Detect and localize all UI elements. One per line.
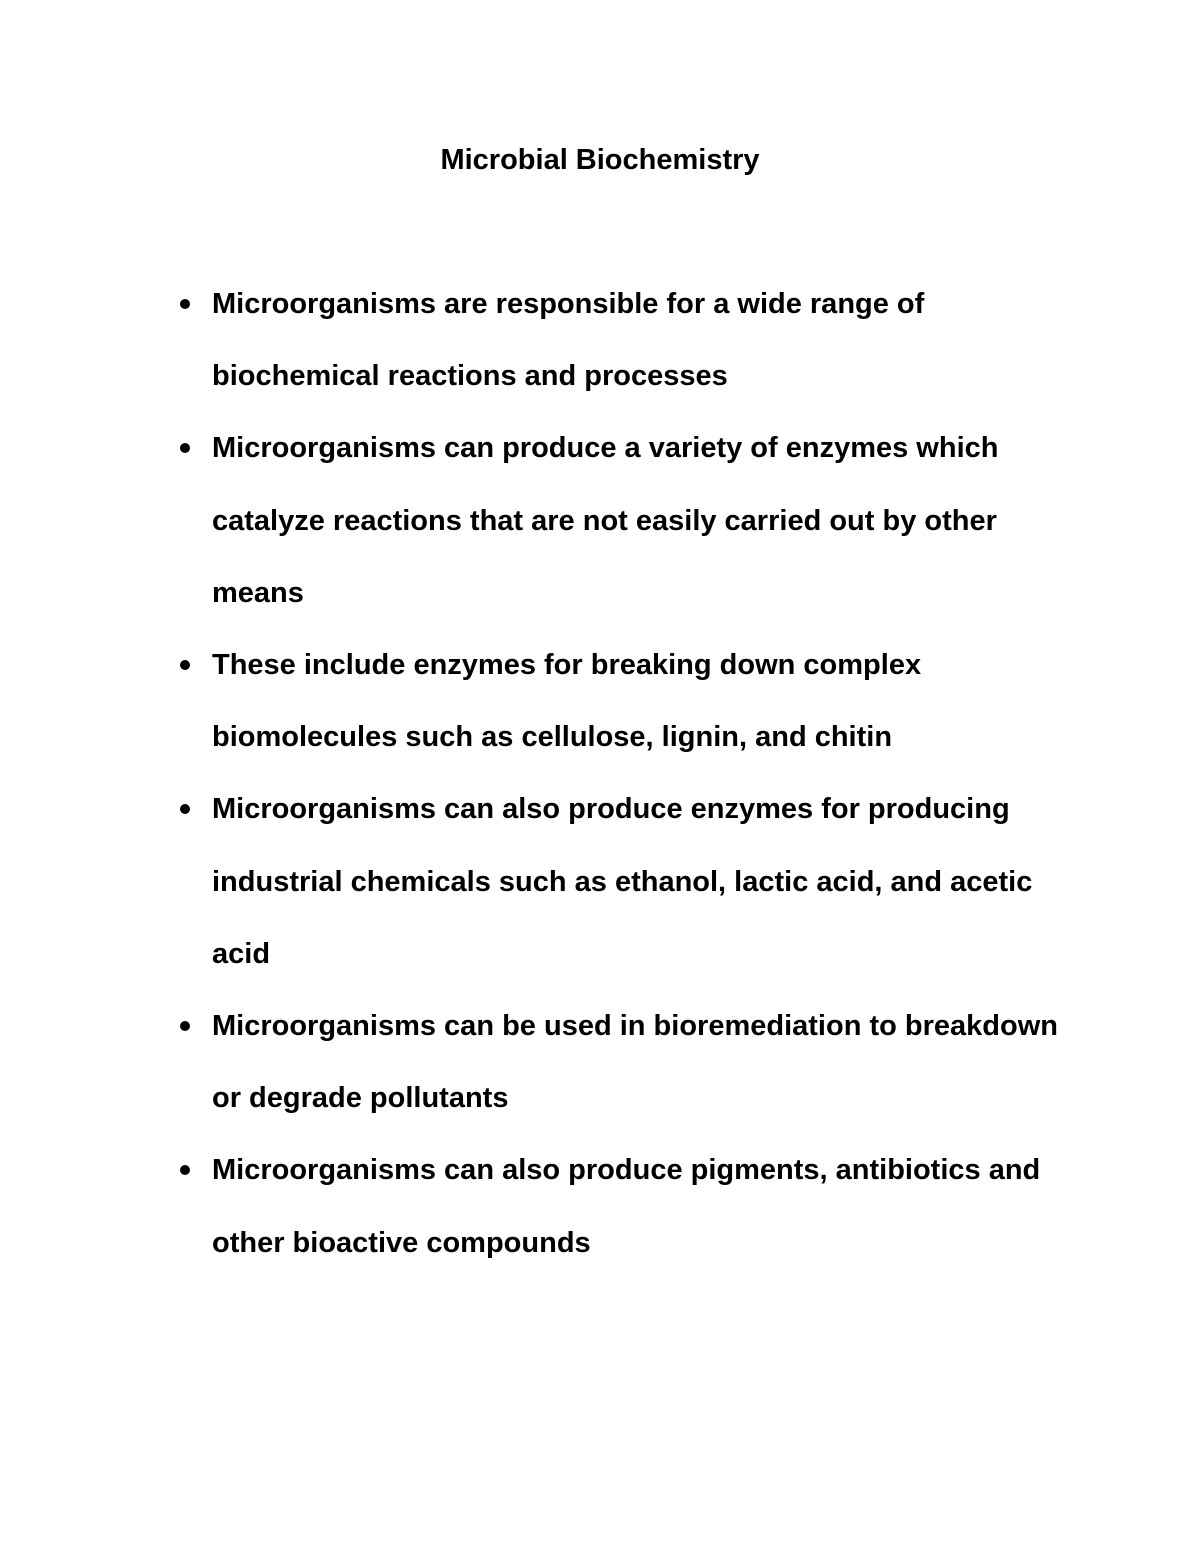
- list-item-text: These include enzymes for breaking down complex biomolecules such as cellulose, lignin, and chitin: [212, 649, 922, 754]
- list-item: [0, 412, 1062, 629]
- bullet-icon: [180, 660, 190, 670]
- list-item-text: Microorganisms are responsible for a wide range of biochemical reactions and processes: [212, 288, 925, 393]
- bullet-icon: [180, 1165, 190, 1175]
- list-item-text: Microorganisms can also produce enzymes for producing industrial chemicals such as ethanol, lactic acid, and acetic acid: [212, 793, 1033, 970]
- list-item-text: Microorganisms can be used in bioremediation to breakdown or degrade pollutants: [212, 1010, 1058, 1115]
- list-item-text: Microorganisms can produce a variety of enzymes which catalyze reactions that are not easily carried out by other means: [212, 432, 999, 609]
- bullet-icon: [180, 1021, 190, 1031]
- bullet-icon: [180, 443, 190, 453]
- list-item: [0, 268, 1062, 412]
- list-item: [0, 773, 1062, 990]
- page-title: Microbial Biochemistry: [440, 144, 760, 176]
- bullet-list: [0, 268, 1200, 1279]
- list-item-text: Microorganisms can also produce pigments, antibiotics and other bioactive compounds: [212, 1154, 1041, 1259]
- list-item: [0, 629, 1062, 773]
- bullet-icon: [180, 299, 190, 309]
- list-item: [0, 990, 1062, 1134]
- list-item: [0, 1134, 1062, 1278]
- bullet-icon: [180, 804, 190, 814]
